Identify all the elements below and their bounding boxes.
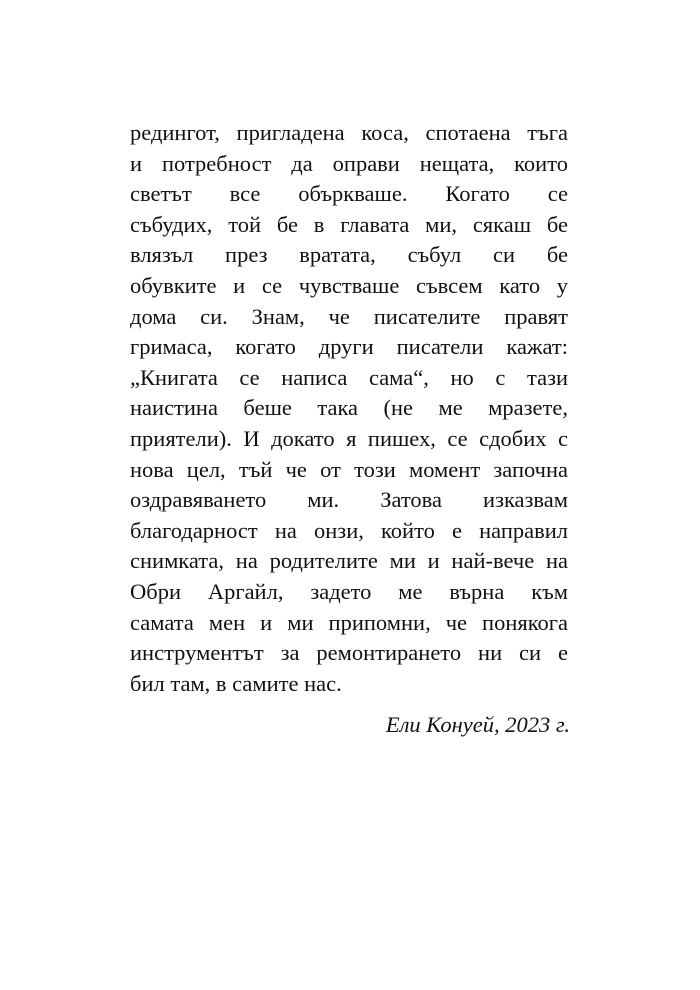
- text-line: нова цел, тъй че от този момент започна: [130, 456, 568, 482]
- text-line: дома си. Знам, че писателите правят: [130, 303, 568, 329]
- text-line: и потребност да оправи нещата, които: [130, 150, 568, 176]
- body-text: [130, 118, 568, 699]
- text-line: събудих, той бе в главата ми, сякаш бе: [130, 211, 568, 237]
- text-line: гримаса, когато други писатели кажат:: [130, 334, 568, 360]
- text-line: инструментът за ремонтирането ни си е: [130, 640, 568, 666]
- text-line: самата мен и ми припомни, че понякога: [130, 609, 568, 635]
- text-line: бил там, в самите нас.: [130, 670, 342, 696]
- text-line: оздравяването ми. Затова изказвам: [130, 487, 568, 513]
- text-line: приятели). И докато я пишех, се сдобих с: [130, 425, 568, 451]
- text-line: „Книгата се написа сама“, но с тази: [130, 364, 568, 390]
- text-line: редингот, пригладена коса, спотаена тъга: [130, 120, 568, 145]
- text-line: обувките и се чувстваше съвсем като у: [130, 272, 568, 298]
- text-line: светът все объркваше. Когато се: [130, 181, 568, 207]
- text-line: снимката, на родителите ми и най-вече на: [130, 548, 568, 574]
- text-line: влязъл през вратата, събул си бе: [130, 242, 568, 268]
- text-line: наистина беше така (не ме мразете,: [130, 395, 568, 421]
- author-signature: Ели Конуей, 2023 г.: [385, 712, 570, 737]
- text-line: благодарност на онзи, който е направил: [130, 517, 568, 543]
- text-line: Обри Аргайл, задето ме върна към: [130, 578, 568, 604]
